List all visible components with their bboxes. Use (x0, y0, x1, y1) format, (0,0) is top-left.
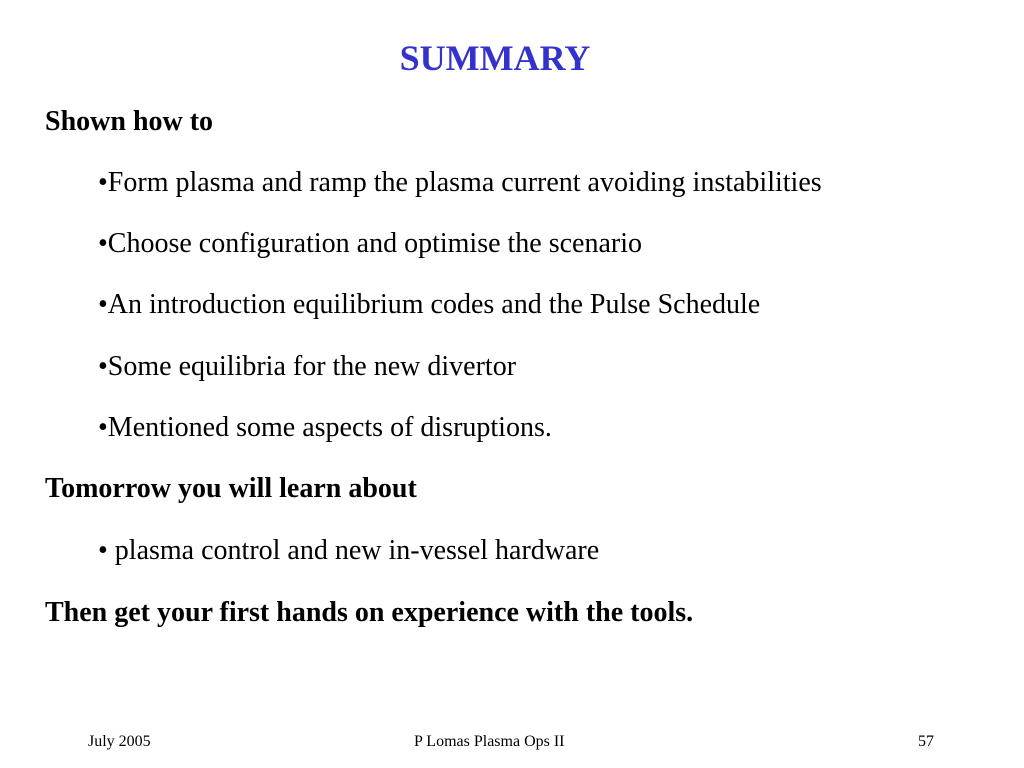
bullet-item: •Some equilibria for the new divertor (98, 351, 517, 382)
page-number: 57 (918, 733, 934, 750)
slide-title: SUMMARY (399, 38, 591, 78)
footer-date: July 2005 (88, 733, 151, 750)
closing-statement: Then get your first hands on experience with the tools. (45, 597, 694, 628)
heading-shown-how-to: Shown how to (45, 106, 214, 137)
bullet-item: • plasma control and new in-vessel hardware (98, 535, 600, 566)
heading-tomorrow: Tomorrow you will learn about (45, 473, 417, 504)
bullet-item: •Form plasma and ramp the plasma current avoiding instabilities (98, 167, 822, 198)
bullet-item: •An introduction equilibrium codes and the Pulse Schedule (98, 289, 761, 320)
footer-author: P Lomas Plasma Ops II (414, 733, 565, 750)
bullet-item: •Choose configuration and optimise the scenario (98, 228, 643, 259)
bullet-item: •Mentioned some aspects of disruptions. (98, 412, 552, 443)
